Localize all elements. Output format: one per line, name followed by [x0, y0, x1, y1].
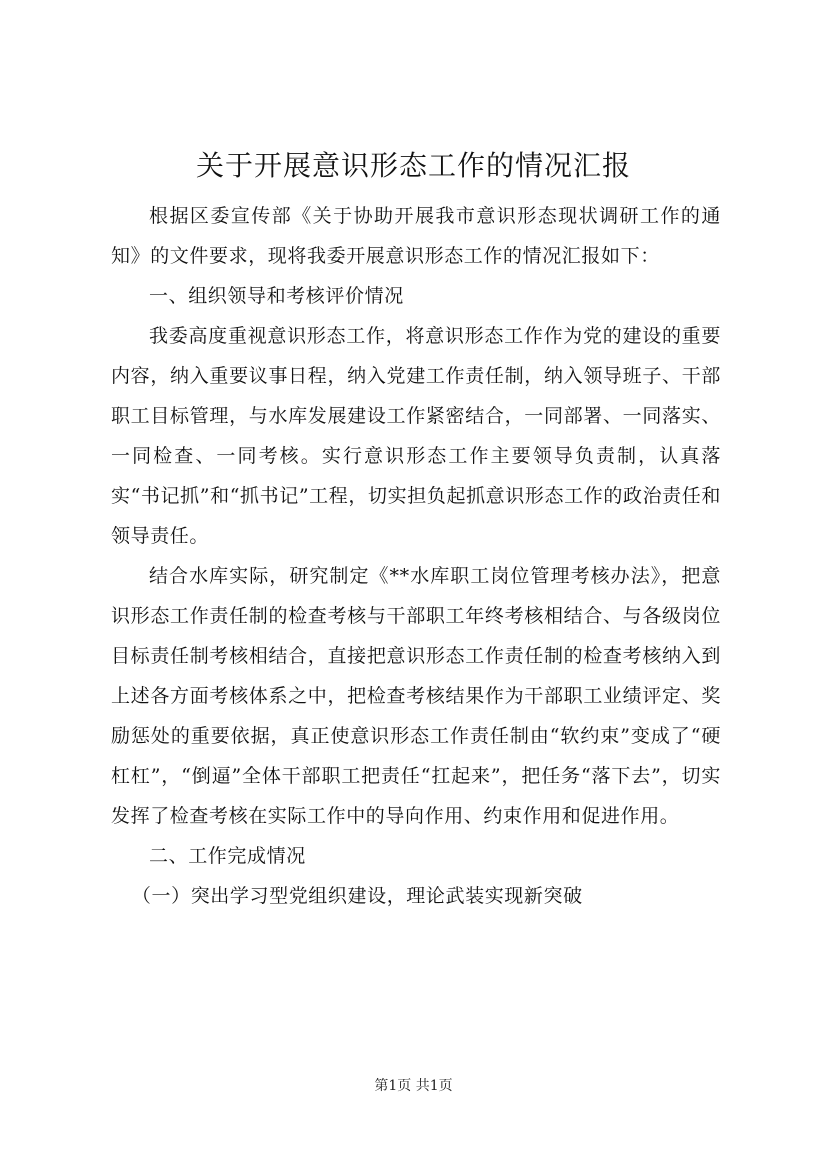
page-footer: 第1页 共1页	[374, 1078, 453, 1094]
section-heading-2: 二、工作完成情况	[149, 845, 306, 867]
sub-heading: （一）突出学习型党组织建设，理论武装实现新突破	[131, 885, 583, 907]
intro-paragraph: 根据区委宣传部《关于协助开展我市意识形态现状调研工作的通知》的文件要求，现将我委开展意识形态工作的情况汇报如下：	[111, 205, 721, 267]
body-paragraph: 结合水库实际，研究制定《**水库职工岗位管理考核办法》，把意识形态工作责任制的检查考核与干部职工年终考核相结合、与各级岗位目标责任制考核相结合，直接把意识形态工作责任制的检查考核纳入到上述各方面考核体系之中，把检查考核结果作为干部职工业绩评定、奖励惩处的重要依据，真正使意识形态工作责任制由“软约束”变成了“硬杠杠”，“倒逼”全体干部职工把责任“扛起来”，把任务“落下去”，切实发挥了检查考核在实际工作中的导向作用、约束作用和促进作用。	[111, 565, 721, 827]
section-heading-1: 一、组织领导和考核评价情况	[149, 285, 404, 307]
document-body	[111, 196, 721, 916]
document-title: 关于开展意识形态工作的情况汇报	[195, 149, 631, 182]
body-paragraph: 我委高度重视意识形态工作，将意识形态工作作为党的建设的重要内容，纳入重要议事日程，纳入党建工作责任制，纳入领导班子、干部职工目标管理，与水库发展建设工作紧密结合，一同部署、一同落实、一同检查、一同考核。实行意识形态工作主要领导负责制，认真落实“书记抓”和“抓书记”工程，切实担负起抓意识形态工作的政治责任和领导责任。	[111, 325, 721, 547]
